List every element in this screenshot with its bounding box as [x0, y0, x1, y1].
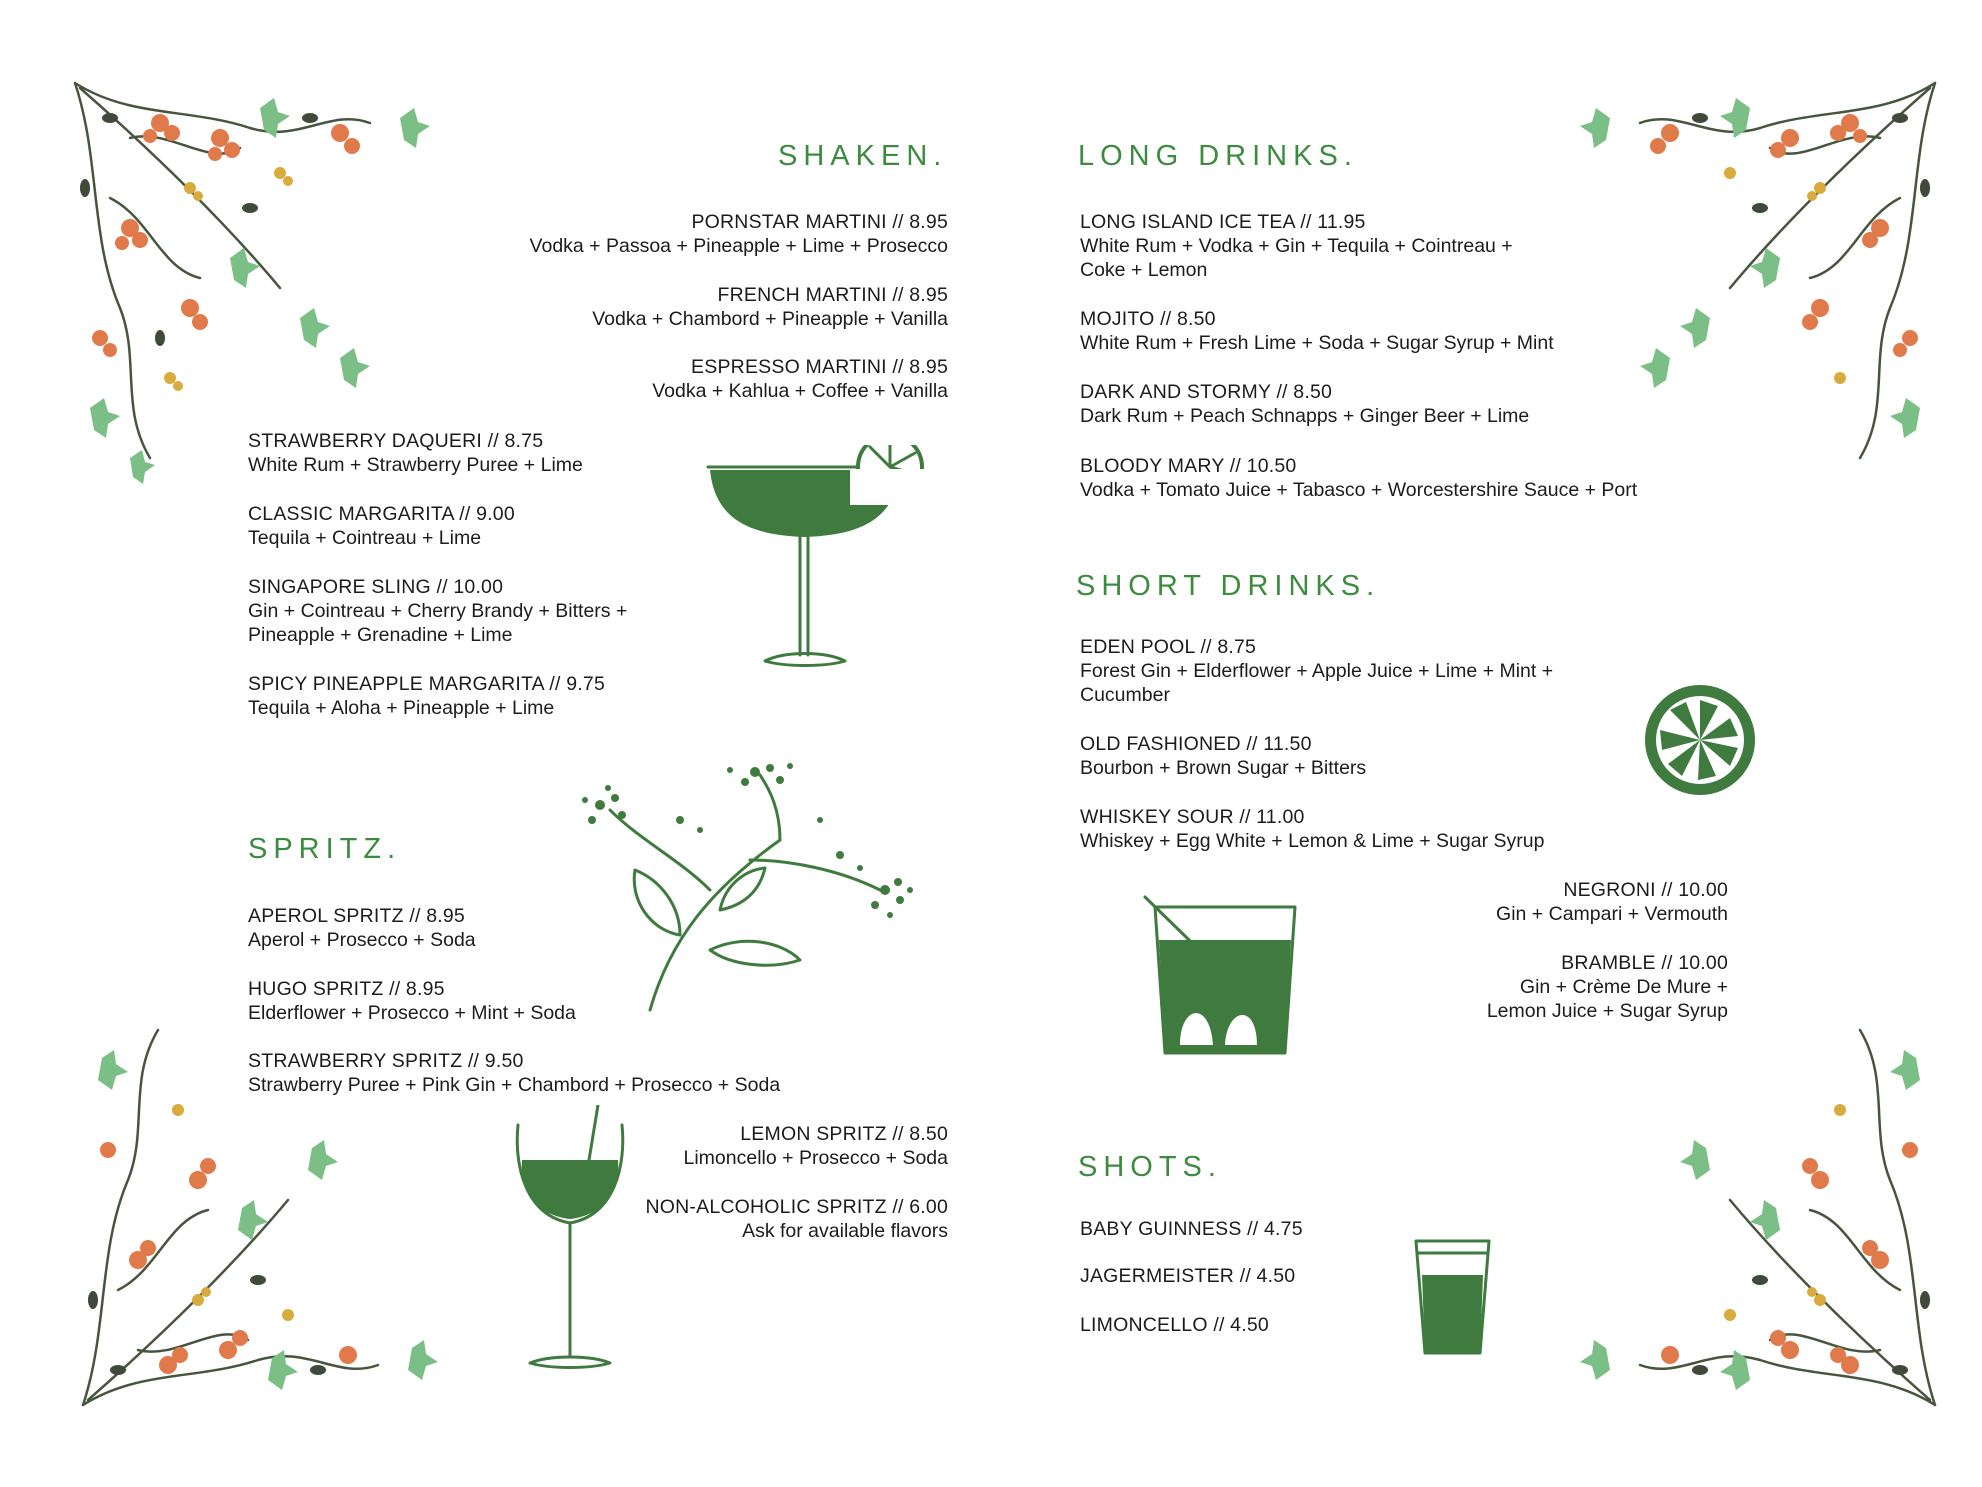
- item-description: White Rum + Strawberry Puree + Lime: [248, 454, 583, 476]
- item-name: LEMON SPRITZ // 8.50: [740, 1123, 948, 1145]
- menu-item-long-island-ice-tea: [1080, 210, 1513, 282]
- item-description: Tequila + Aloha + Pineapple + Lime: [248, 697, 555, 719]
- item-description-line2: Cucumber: [1080, 684, 1170, 706]
- item-name: ESPRESSO MARTINI // 8.95: [691, 356, 948, 378]
- floral-corner-top-right: [1500, 78, 1940, 488]
- item-description: Aperol + Prosecco + Soda: [248, 929, 476, 951]
- item-description: Strawberry Puree + Pink Gin + Chambord + Prosecco + Soda: [248, 1074, 781, 1096]
- menu-item-pornstar-martini: [530, 210, 948, 258]
- item-name: NEGRONI // 10.00: [1563, 879, 1728, 901]
- item-name: SPICY PINEAPPLE MARGARITA // 9.75: [248, 673, 606, 695]
- item-description: Ask for available flavors: [742, 1220, 948, 1242]
- item-description: Bourbon + Brown Sugar + Bitters: [1080, 757, 1367, 779]
- shaken-heading: SHAKEN.: [778, 140, 948, 172]
- rocks-glass-icon: [1135, 895, 1315, 1060]
- item-name: EDEN POOL // 8.75: [1080, 636, 1257, 658]
- item-description-line2: Coke + Lemon: [1080, 259, 1208, 281]
- menu-item-mojito: [1080, 307, 1554, 355]
- coupe-glass-icon: [700, 445, 945, 675]
- item-description: Gin + Campari + Vermouth: [1496, 903, 1728, 925]
- lime-slice-icon: [1640, 680, 1760, 800]
- item-description: Vodka + Chambord + Pineapple + Vanilla: [592, 308, 948, 330]
- item-name: MOJITO // 8.50: [1080, 308, 1216, 330]
- item-name: SINGAPORE SLING // 10.00: [248, 576, 504, 598]
- item-name: BABY GUINNESS // 4.75: [1080, 1218, 1303, 1240]
- item-description: Vodka + Tomato Juice + Tabasco + Worcestershire Sauce + Port: [1080, 479, 1638, 501]
- menu-item-strawberry-daqueri: [248, 429, 583, 477]
- floral-corner-top-left: [70, 78, 510, 488]
- item-name: PORNSTAR MARTINI // 8.95: [691, 211, 948, 233]
- item-description-line2: Pineapple + Grenadine + Lime: [248, 624, 513, 646]
- menu-item-hugo-spritz: [248, 977, 576, 1025]
- menu-item-lemon-spritz: [684, 1122, 949, 1170]
- menu-item-bloody-mary: [1080, 454, 1637, 502]
- menu-item-whiskey-sour: [1080, 805, 1544, 853]
- menu-item-dark-and-stormy: [1080, 380, 1529, 428]
- long-drinks-heading: LONG DRINKS.: [1078, 140, 1358, 172]
- menu-item-old-fashioned: [1080, 732, 1366, 780]
- menu-item-aperol-spritz: [248, 904, 476, 952]
- item-name: APEROL SPRITZ // 8.95: [248, 905, 465, 927]
- item-description: Vodka + Kahlua + Coffee + Vanilla: [652, 380, 948, 402]
- item-description: Forest Gin + Elderflower + Apple Juice + Lime + Mint +: [1080, 660, 1554, 682]
- menu-item-singapore-sling: [248, 575, 627, 647]
- floral-corner-bottom-right: [1500, 1000, 1940, 1410]
- menu-item-eden-pool: [1080, 635, 1553, 707]
- item-name: OLD FASHIONED // 11.50: [1080, 733, 1312, 755]
- short-drinks-heading: SHORT DRINKS.: [1076, 570, 1381, 602]
- item-name: STRAWBERRY DAQUERI // 8.75: [248, 430, 544, 452]
- item-name: NON-ALCOHOLIC SPRITZ // 6.00: [645, 1196, 948, 1218]
- item-name: WHISKEY SOUR // 11.00: [1080, 806, 1305, 828]
- item-description: Elderflower + Prosecco + Mint + Soda: [248, 1002, 576, 1024]
- item-description: Gin + Cointreau + Cherry Brandy + Bitters +: [248, 600, 628, 622]
- wine-glass-icon: [510, 1105, 630, 1375]
- menu-item-negroni: [1496, 878, 1728, 926]
- item-name: BLOODY MARY // 10.50: [1080, 455, 1297, 477]
- item-description: Limoncello + Prosecco + Soda: [683, 1147, 948, 1169]
- item-name: JAGERMEISTER // 4.50: [1080, 1265, 1296, 1287]
- item-name: STRAWBERRY SPRITZ // 9.50: [248, 1050, 524, 1072]
- item-description: Vodka + Passoa + Pineapple + Lime + Prosecco: [529, 235, 948, 257]
- item-name: LONG ISLAND ICE TEA // 11.95: [1080, 211, 1366, 233]
- item-name: LIMONCELLO // 4.50: [1080, 1314, 1269, 1336]
- shot-glass-icon: [1410, 1235, 1495, 1360]
- menu-item-baby-guinness: [1080, 1217, 1303, 1241]
- menu-item-spicy-pineapple-margarita: [248, 672, 605, 720]
- item-description: Whiskey + Egg White + Lemon & Lime + Sugar Syrup: [1080, 830, 1545, 852]
- spritz-heading: SPRITZ.: [248, 833, 402, 865]
- item-name: HUGO SPRITZ // 8.95: [248, 978, 445, 1000]
- menu-item-french-martini: [592, 283, 948, 331]
- item-description: White Rum + Fresh Lime + Soda + Sugar Syrup + Mint: [1080, 332, 1554, 354]
- shots-heading: SHOTS.: [1078, 1151, 1222, 1183]
- item-name: FRENCH MARTINI // 8.95: [717, 284, 948, 306]
- item-description-line2: Lemon Juice + Sugar Syrup: [1486, 1000, 1728, 1022]
- item-name: DARK AND STORMY // 8.50: [1080, 381, 1333, 403]
- item-name: CLASSIC MARGARITA // 9.00: [248, 503, 515, 525]
- item-description: White Rum + Vodka + Gin + Tequila + Cointreau +: [1080, 235, 1513, 257]
- item-description: Dark Rum + Peach Schnapps + Ginger Beer + Lime: [1080, 405, 1530, 427]
- menu-item-strawberry-spritz: [248, 1049, 780, 1097]
- menu-item-classic-margarita: [248, 502, 515, 550]
- item-description: Tequila + Cointreau + Lime: [248, 527, 482, 549]
- elderflower-sprig-icon: [560, 760, 940, 1020]
- menu-item-limoncello: [1080, 1313, 1269, 1337]
- item-description: Gin + Crème De Mure +: [1519, 976, 1728, 998]
- item-name: BRAMBLE // 10.00: [1561, 952, 1728, 974]
- menu-item-espresso-martini: [652, 355, 948, 403]
- menu-item-bramble: [1487, 951, 1728, 1023]
- menu-item-non-alcoholic-spritz: [646, 1195, 949, 1243]
- menu-item-jagermeister: [1080, 1264, 1295, 1288]
